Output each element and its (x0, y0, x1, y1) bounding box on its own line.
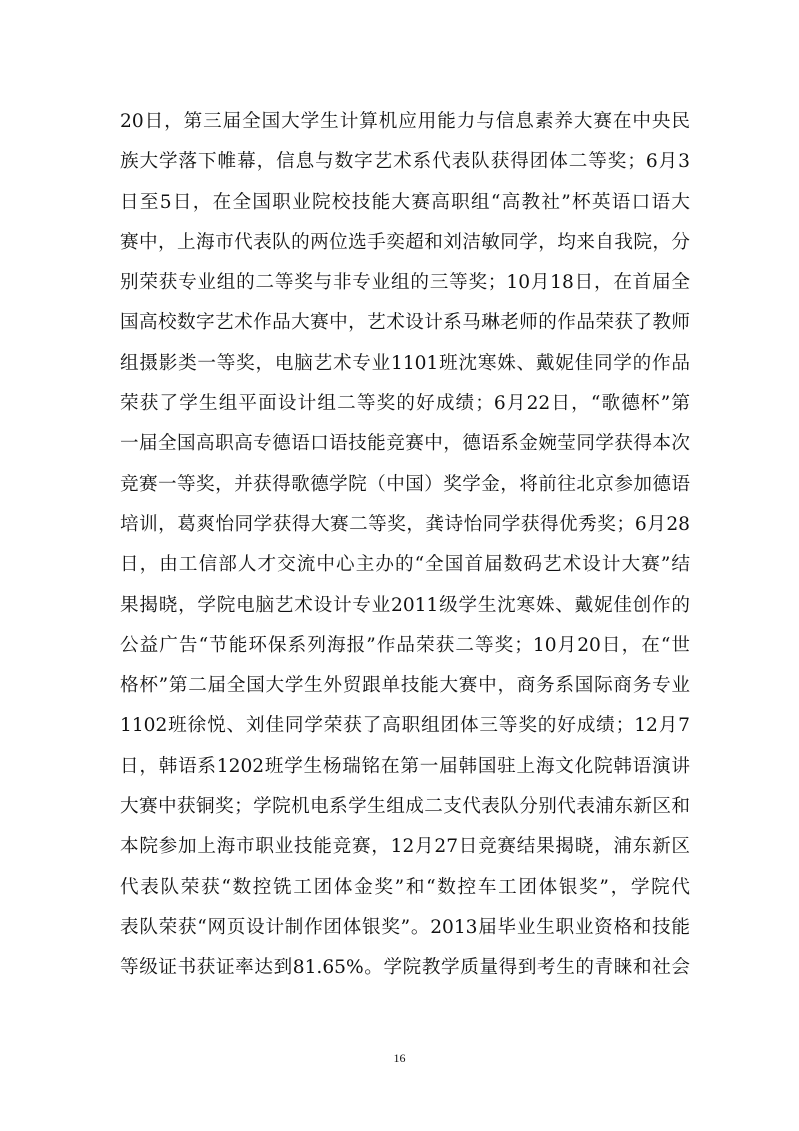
text-line: 别荣获专业组的二等奖与非专业组的三等奖；10月18日，在首届全 (120, 272, 690, 294)
page-number: 16 (393, 1051, 406, 1065)
text-line: 公益广告“节能环保系列海报”作品荣获二等奖；10月20日，在“世 (120, 634, 690, 656)
text-line: 国高校数字艺术作品大赛中，艺术设计系马琳老师的作品荣获了教师 (120, 312, 690, 334)
text-line: 格杯”第二届全国大学生外贸跟单技能大赛中，商务系国际商务专业 (120, 675, 690, 697)
text-line: 表队荣获“网页设计制作团体银奖”。2013届毕业生职业资格和技能 (120, 916, 690, 938)
text-line: 日至5日，在全国职业院校技能大赛高职组“高教社”杯英语口语大 (120, 191, 690, 213)
text-line: 日，由工信部人才交流中心主办的“全国首届数码艺术设计大赛”结 (120, 554, 690, 576)
text-line: 培训，葛爽怡同学获得大赛二等奖，龚诗怡同学获得优秀奖；6月28 (120, 513, 690, 535)
text-line: 一届全国高职高专德语口语技能竞赛中，德语系金婉莹同学获得本次 (120, 433, 690, 455)
text-line: 组摄影类一等奖，电脑艺术专业1101班沈寒姝、戴妮佳同学的作品 (120, 352, 690, 374)
text-line: 荣获了学生组平面设计组二等奖的好成绩；6月22日，“歌德杯”第 (120, 393, 690, 415)
body-paragraph (120, 102, 690, 989)
text-line: 代表队荣获“数控铣工团体金奖”和“数控车工团体银奖”，学院代 (120, 876, 690, 898)
text-line: 族大学落下帷幕，信息与数字艺术系代表队获得团体二等奖；6月3 (120, 151, 690, 173)
text-line: 日，韩语系1202班学生杨瑞铭在第一届韩国驻上海文化院韩语演讲 (120, 755, 690, 777)
text-line: 果揭晓，学院电脑艺术设计专业2011级学生沈寒姝、戴妮佳创作的 (120, 594, 690, 616)
text-line: 本院参加上海市职业技能竞赛，12月27日竞赛结果揭晓，浦东新区 (120, 836, 690, 858)
text-line: 赛中，上海市代表队的两位选手奕超和刘洁敏同学，均来自我院，分 (120, 231, 690, 253)
text-line: 1102班徐悦、刘佳同学荣获了高职组团体三等奖的好成绩；12月7 (120, 715, 690, 737)
text-line: 大赛中获铜奖；学院机电系学生组成二支代表队分别代表浦东新区和 (120, 796, 690, 818)
text-line: 20日，第三届全国大学生计算机应用能力与信息素养大赛在中央民 (120, 111, 690, 132)
text-line: 等级证书获证率达到81.65%。学院教学质量得到考生的青睐和社会 (120, 957, 690, 979)
text-line: 竞赛一等奖，并获得歌德学院（中国）奖学金，将前往北京参加德语 (120, 473, 690, 495)
